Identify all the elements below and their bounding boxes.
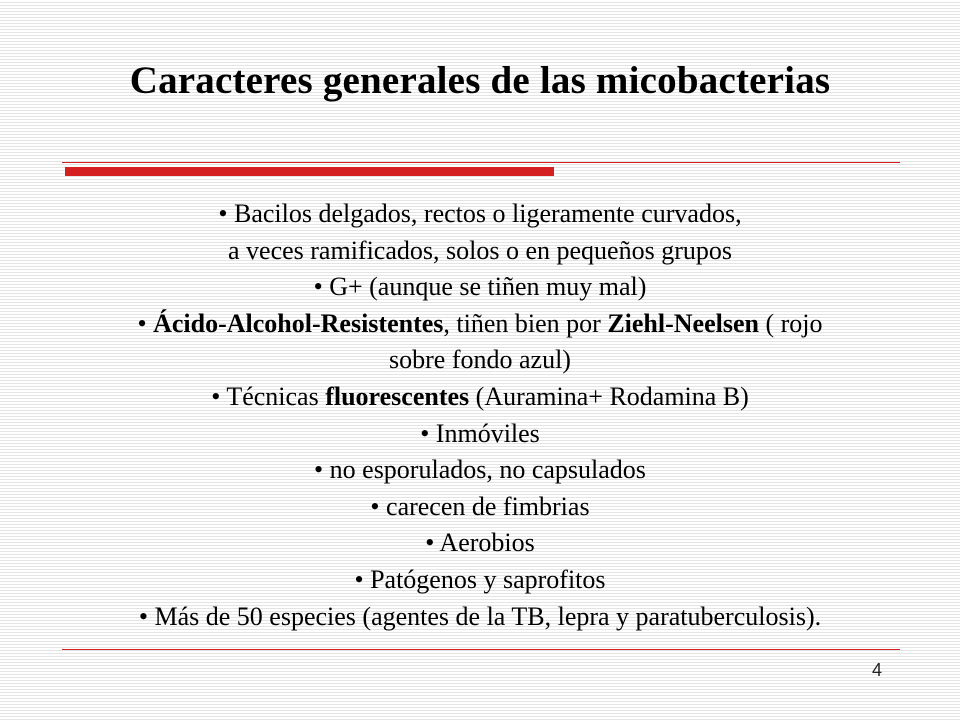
bullet-line-gram <box>40 269 920 306</box>
emphasis-aar: Ácido-Alcohol-Resistentes <box>153 308 444 338</box>
bullet-line-patogenos <box>40 562 920 599</box>
line-text: • no esporulados, no capsulados <box>314 455 646 485</box>
bullet-list <box>40 196 920 635</box>
bullet-line-inmoviles <box>40 416 920 453</box>
line-text: a veces ramificados, solos o en pequeños grupos <box>228 235 732 265</box>
footer-rule <box>62 649 900 650</box>
title-underline-thick <box>65 167 554 176</box>
line-text: • G+ (aunque se tiñen muy mal) <box>313 272 647 302</box>
line-text: • Inmóviles <box>420 418 540 448</box>
bullet-line-fluorescentes <box>40 379 920 416</box>
line-text: • Patógenos y saprofitos <box>354 564 606 594</box>
bullet-line-esporulados <box>40 452 920 489</box>
emphasis-ziehl-neelsen: Ziehl-Neelsen <box>607 308 759 338</box>
bullet-line-especies <box>40 599 920 636</box>
line-text: sobre fondo azul) <box>389 345 571 375</box>
line-text: • Bacilos delgados, rectos o ligeramente curvados, <box>218 199 742 228</box>
line-text: • <box>137 308 154 338</box>
bullet-line-fondo <box>40 342 920 379</box>
slide-title: Caracteres generales de las micobacterias <box>129 59 831 102</box>
line-text: (Auramina+ Rodamina B) <box>469 381 749 411</box>
line-text: • Aerobios <box>425 528 535 558</box>
line-text: • Más de 50 especies (agentes de la TB, lepra y paratuberculosis). <box>138 601 822 631</box>
bullet-line-ramificados <box>40 233 920 270</box>
bullet-line-aerobios <box>40 525 920 562</box>
bullet-line-bacilos <box>40 196 920 233</box>
line-text: , tiñen bien por <box>443 308 608 338</box>
page-number: 4 <box>872 660 883 680</box>
line-text: • carecen de fimbrias <box>370 491 590 521</box>
bullet-line-fimbrias <box>40 489 920 526</box>
emphasis-fluorescentes: fluorescentes <box>325 381 470 411</box>
line-text: • Técnicas <box>211 381 326 411</box>
title-underline-thin <box>62 162 900 163</box>
line-text: ( rojo <box>758 308 823 338</box>
bullet-line-aar <box>40 306 920 343</box>
